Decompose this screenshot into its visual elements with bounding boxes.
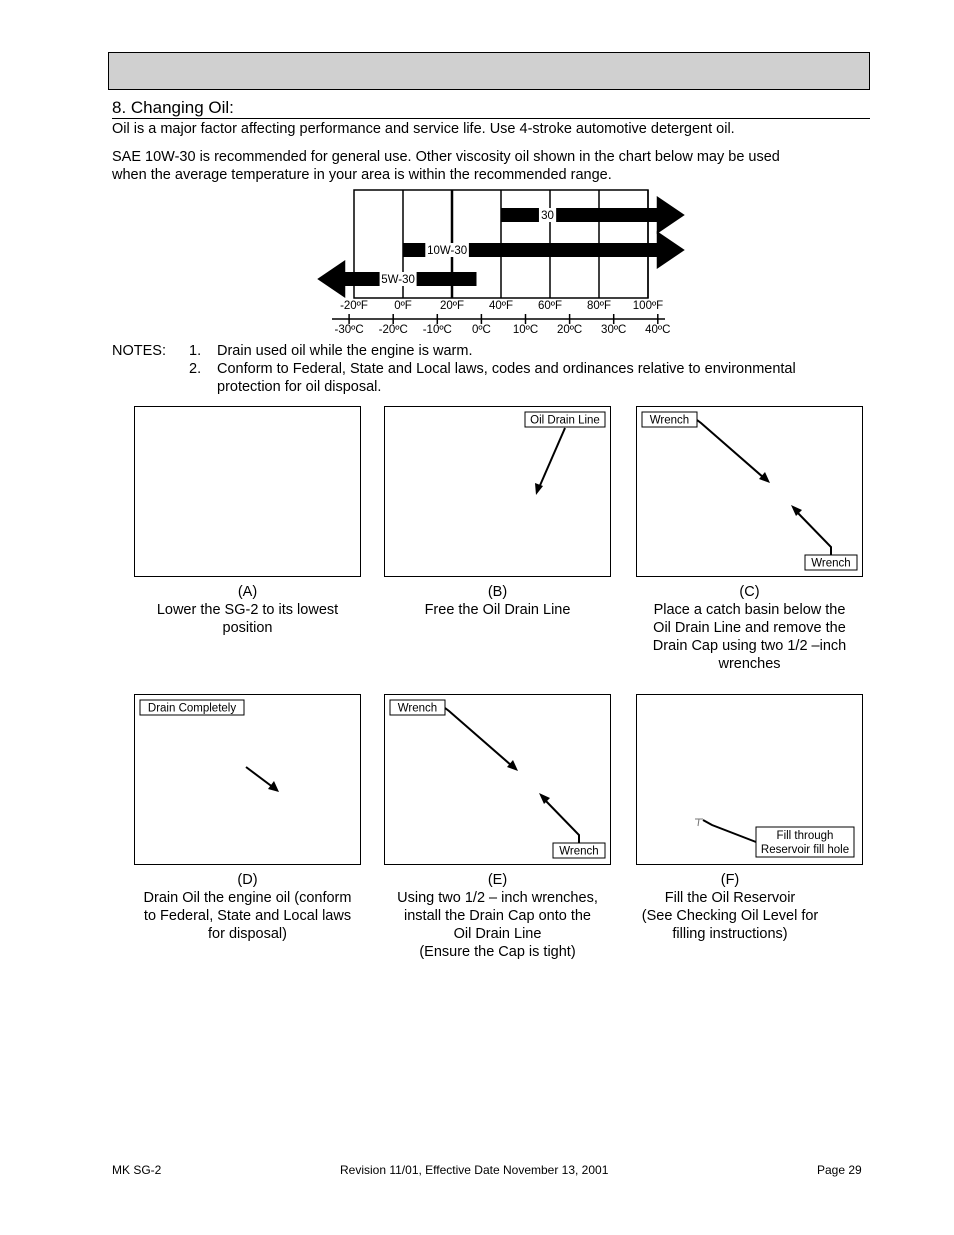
fahrenheit-tick-label: 40ºF — [488, 300, 514, 312]
step-text: to Federal, State and Local laws — [143, 908, 352, 924]
intro-paragraph-1: Oil is a major factor affecting performance and service life. Use 4-stroke automotive detergent oil. — [112, 121, 735, 137]
callout-label: Fill through — [776, 830, 834, 842]
step-text: Place a catch basin below the — [653, 602, 846, 618]
step-d-caption — [134, 871, 361, 943]
arrowhead-icon — [695, 819, 703, 826]
arrowhead-icon — [759, 472, 770, 483]
step-b-illustration — [384, 406, 611, 577]
arrowhead-icon — [507, 760, 518, 771]
section-title: 8. Changing Oil: — [112, 98, 870, 119]
note-text: Drain used oil while the engine is warm. — [217, 343, 473, 359]
callout-label: Reservoir fill hole — [760, 844, 850, 856]
callout-label: Oil Drain Line — [530, 414, 600, 427]
step-text: Drain Cap using two 1/2 –inch — [652, 638, 847, 654]
step-text: install the Drain Cap onto the — [404, 908, 591, 924]
celsius-tick-label: 0ºC — [471, 324, 491, 336]
fahrenheit-tick-label: 80ºF — [586, 300, 612, 312]
callout-label: Drain Completely — [147, 702, 237, 715]
intro-paragraph-2-line-2: when the average temperature in your area is within the recommended range. — [112, 167, 612, 183]
step-letter: (C) — [739, 584, 760, 600]
series-label: 30 — [541, 210, 554, 222]
step-a-illustration — [134, 406, 361, 577]
note-text: Conform to Federal, State and Local laws, codes and ordinances relative to environmental — [217, 361, 796, 377]
series-label: 10W-30 — [427, 245, 468, 257]
step-text: Fill the Oil Reservoir — [664, 890, 796, 906]
footer-page-number: Page 29 — [817, 1163, 862, 1177]
step-c-illustration — [636, 406, 863, 577]
fahrenheit-tick-label: 20ºF — [439, 300, 465, 312]
note-number: 2. — [189, 361, 202, 377]
step-text: (See Checking Oil Level for — [641, 908, 819, 924]
arrowhead-icon — [268, 781, 279, 792]
step-letter: (F) — [720, 872, 740, 888]
step-text: filling instructions) — [672, 926, 788, 942]
callout-arrow — [544, 799, 579, 843]
callout-arrow — [538, 428, 565, 490]
step-text: Using two 1/2 – inch wrenches, — [397, 890, 598, 906]
callout-arrow — [796, 511, 831, 555]
callout-arrow — [703, 820, 756, 842]
step-letter: (A) — [237, 584, 258, 600]
footer-revision: Revision 11/01, Effective Date November 13, 2001 — [340, 1163, 609, 1177]
callout-arrow — [246, 767, 274, 788]
fahrenheit-tick-label: 0ºF — [394, 300, 412, 312]
fahrenheit-tick-label: -20ºF — [340, 300, 368, 312]
step-d-illustration — [134, 694, 361, 865]
fahrenheit-tick-label: 60ºF — [537, 300, 563, 312]
step-a-caption — [134, 583, 361, 637]
celsius-tick-label: -20ºC — [378, 324, 408, 336]
callout-label: Wrench — [811, 557, 851, 570]
callout-arrow — [697, 420, 764, 478]
step-f-caption — [616, 871, 844, 943]
celsius-tick-label: 40ºC — [645, 324, 671, 336]
step-text: Oil Drain Line and remove the — [653, 620, 846, 636]
step-e-caption — [384, 871, 611, 961]
step-text: Lower the SG-2 to its lowest — [156, 602, 339, 618]
note-text: protection for oil disposal. — [217, 379, 382, 395]
callout-label: Wrench — [397, 702, 438, 715]
note-number: 1. — [189, 343, 202, 359]
step-e-illustration — [384, 694, 611, 865]
celsius-tick-label: -10ºC — [422, 324, 452, 336]
callout-label: Wrench — [649, 414, 690, 427]
step-text: for disposal) — [208, 926, 287, 942]
step-f-illustration — [636, 694, 863, 865]
arrowhead-icon — [535, 483, 543, 495]
step-letter: (D) — [237, 872, 258, 888]
step-text: Drain Oil the engine oil (conform — [143, 890, 352, 906]
celsius-tick-label: 30ºC — [601, 324, 627, 336]
step-text: position — [222, 620, 273, 636]
celsius-tick-label: 20ºC — [556, 324, 583, 336]
footer-document-id: MK SG-2 — [112, 1163, 162, 1177]
step-b-caption — [384, 583, 611, 619]
step-letter: (B) — [487, 584, 508, 600]
callout-arrow — [445, 708, 512, 766]
step-text: (Ensure the Cap is tight) — [419, 944, 576, 960]
step-letter: (E) — [487, 872, 508, 888]
fahrenheit-tick-label: 100ºF — [632, 300, 664, 312]
notes-label: NOTES: — [112, 343, 166, 359]
celsius-tick-label: 10ºC — [512, 324, 539, 336]
intro-paragraph-2-line-1: SAE 10W-30 is recommended for general use. Other viscosity oil shown in the chart below may be used — [112, 149, 780, 165]
callout-label: Wrench — [559, 845, 599, 858]
step-text: Oil Drain Line — [453, 926, 542, 942]
step-text: wrenches — [718, 656, 781, 672]
step-c-caption — [636, 583, 863, 673]
header-bar — [108, 52, 870, 90]
series-label: 5W-30 — [381, 274, 415, 286]
viscosity-chart — [310, 188, 700, 338]
step-text: Free the Oil Drain Line — [424, 602, 571, 618]
celsius-tick-label: -30ºC — [334, 324, 364, 336]
